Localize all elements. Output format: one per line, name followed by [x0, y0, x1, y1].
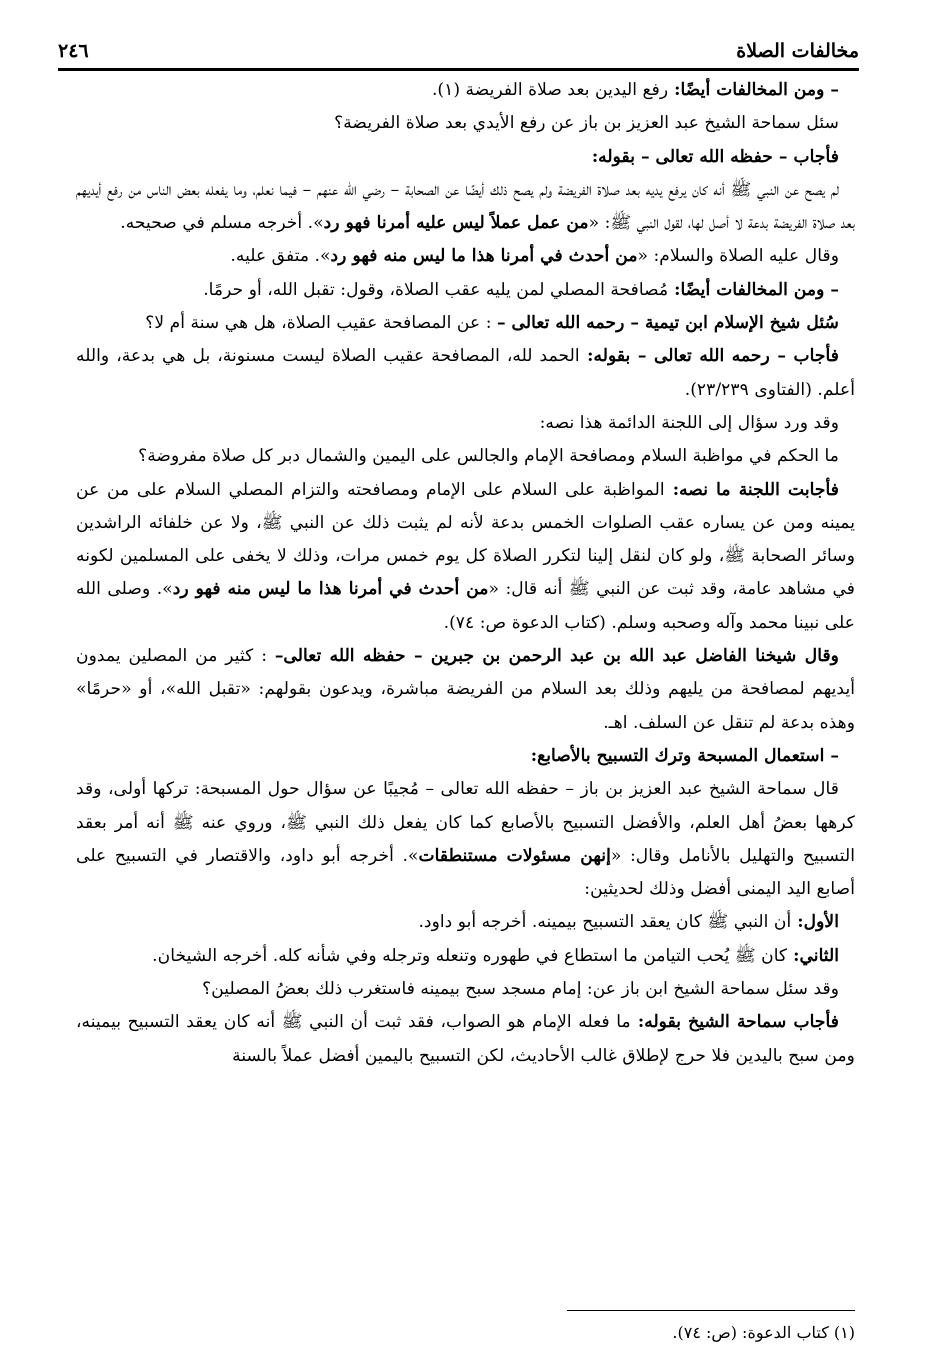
paragraph — [76, 740, 855, 773]
bold-text: وقال شيخنا الفاضل عبد الله بن عبد الرحمن بن جبرين – حفظه الله تعالى– — [274, 646, 839, 667]
bold-text: فأجاب سماحة الشيخ بقوله: — [630, 1012, 840, 1033]
footnote-rule — [567, 1310, 855, 1311]
text-span: ما الحكم في مواظبة السلام ومصافحة الإمام والجالس على اليمين والشمال دبر كل صلاة مفروضة؟ — [138, 446, 839, 467]
text-span: سئل سماحة الشيخ عبد العزيز بن باز عن رفع الأيدي بعد صلاة الفريضة؟ — [334, 113, 839, 134]
paragraph — [76, 906, 855, 939]
paragraph — [76, 240, 855, 273]
running-title: مخالفات الصلاة — [736, 40, 859, 62]
body-text — [76, 74, 855, 1073]
bold-text: سُئل شيخ الإسلام ابن تيمية – رحمه الله تعالى – — [496, 313, 839, 334]
paragraph — [76, 973, 855, 1006]
text-span: الحمد لله، المصافحة عقيب الصلاة ليست مسنونة، بل هي بدعة، والله أعلم. (الفتاوى ٢٣/٢٣٩). — [76, 346, 855, 400]
text-span: رفع اليدين بعد صلاة الفريضة (١). — [431, 80, 669, 100]
paragraph — [76, 940, 855, 973]
text-span: : عن المصافحة عقيب الصلاة، هل هي سنة أم لا؟ — [145, 313, 497, 334]
bold-text: من أحدث في أمرنا هذا ما ليس منه فهو رد — [172, 579, 489, 600]
paragraph — [76, 340, 855, 407]
header-rule — [58, 68, 859, 71]
paragraph — [76, 107, 855, 140]
bold-text: فأجابت اللجنة ما نصه: — [664, 479, 839, 500]
text-span: لم يصح عن النبي ﷺ أنه كان يرفع يديه بعد صلاة الفريضة ولم يصح ذلك أيضًا عن الصحابة – رضي الله عنهم – فيما نعلم، وما يفعله بعض الناس من رفع أيديهم بعد صلاة الفريضة بدعة لا أصل لها، لقول النبي ﷺ: « — [76, 179, 855, 234]
text-span: ». أخرجه مسلم في صحيحه. — [120, 213, 324, 234]
paragraph — [76, 773, 855, 906]
paragraph — [76, 274, 855, 307]
paragraph — [76, 640, 855, 740]
text-span: وقد ورد سؤال إلى اللجنة الدائمة هذا نصه: — [539, 412, 839, 433]
paragraph — [76, 440, 855, 473]
text-span: مُصافحة المصلي لمن يليه عقب الصلاة، وقول: تقبل الله، أو حرمًا. — [203, 279, 669, 300]
paragraph — [76, 174, 855, 241]
footnote: (١) كتاب الدعوة: (ص: ٧٤). — [672, 1323, 855, 1342]
page-header — [58, 28, 859, 62]
paragraph — [76, 1006, 855, 1073]
text-span: ». متفق عليه. — [230, 246, 331, 267]
paragraph — [76, 74, 855, 107]
text-span: المواظبة على السلام على الإمام ومصافحته والتزام المصلي السلام على من عن يمينه ومن عن يساره عقب الصلوات الخمس بدعة لأنه لم يثبت ذلك عن النبي ﷺ، ولا عن خلفائه الراشدين وسائر الصحابة ﷺ، ولو كان لنقل إلينا لتكرر الصلاة كل يوم خمس مرات، وذلك لا يخفى على المسلمين لكونه في مشاهد عامة، وقد ثبت عن النبي ﷺ أنه قال: « — [76, 479, 856, 600]
bold-text: فأجاب – حفظه الله تعالى – بقوله: — [591, 146, 839, 167]
bold-text: – ومن المخالفات أيضًا: — [668, 279, 839, 300]
text-span: ». وصلى الله على نبينا محمد وآله وصحبه وسلم. (كتاب الدعوة ص: ٧٤). — [76, 579, 855, 633]
text-span: : كثير من المصلين يمدون أيديهم لمصافحة من يليهم وذلك بعد السلام من الفريضة مباشرة، ويدعون بقولهم: «تقبل الله»، أو «حرمًا» وهذه بدعة لم تنقل عن السلف. اهـ. — [76, 646, 855, 733]
paragraph — [76, 474, 855, 640]
bold-text: إنهن مسئولات مستنطقات — [418, 845, 611, 866]
bold-text: من أحدث في أمرنا هذا ما ليس منه فهو رد — [330, 246, 638, 267]
paragraph — [76, 407, 855, 440]
bold-text: فأجاب – رحمه الله تعالى – بقوله: — [579, 346, 839, 367]
paragraph — [76, 141, 855, 174]
bold-text: – استعمال المسبحة وترك التسبيح بالأصابع: — [530, 745, 839, 766]
bold-text: الثاني: — [787, 945, 839, 966]
text-span: وقد سئل سماحة الشيخ ابن باز عن: إمام مسجد سبح بيمينه فاستغرب ذلك بعضُ المصلين؟ — [202, 979, 839, 1000]
text-span: كان ﷺ يُحب التيامن ما استطاع في طهوره وتنعله وترجله وفي شأنه كله. أخرجه الشيخان. — [152, 945, 788, 966]
text-span: ». أخرجه أبو داود، والاقتصار في التسبيح على أصابع اليد اليمنى أفضل وذلك لحديثين: — [76, 845, 855, 900]
bold-text: – ومن المخالفات أيضًا: — [668, 80, 839, 100]
text-span: ما فعله الإمام هو الصواب، فقد ثبت أن النبي ﷺ أنه كان يعقد التسبيح بيمينه، ومن سبح باليدين فلا حرج لإطلاق غالب الأحاديث، لكن التسبيح باليمين أفضل عملاً بالسنة — [76, 1012, 855, 1066]
text-span: وقال عليه الصلاة والسلام: « — [637, 246, 839, 267]
bold-text: من عمل عملاً ليس عليه أمرنا فهو رد — [323, 213, 589, 234]
text-span: قال سماحة الشيخ عبد العزيز بن باز – حفظه الله تعالى – مُجيبًا عن سؤال حول المسبحة: تركها أولى، وقد كرهها بعضُ أهل العلم، والأفضل التسبيح بالأصابع كما كان يفعل ذلك النبي ﷺ، وروي عنه ﷺ أنه أمر بعقد التسبيح والتهليل بالأنامل وقال: « — [76, 779, 855, 866]
paragraph — [76, 307, 855, 340]
bold-text: الأول: — [791, 912, 839, 933]
page-number: ٢٤٦ — [58, 40, 89, 62]
text-span: أن النبي ﷺ كان يعقد التسبيح بيمينه. أخرجه أبو داود. — [418, 912, 792, 933]
